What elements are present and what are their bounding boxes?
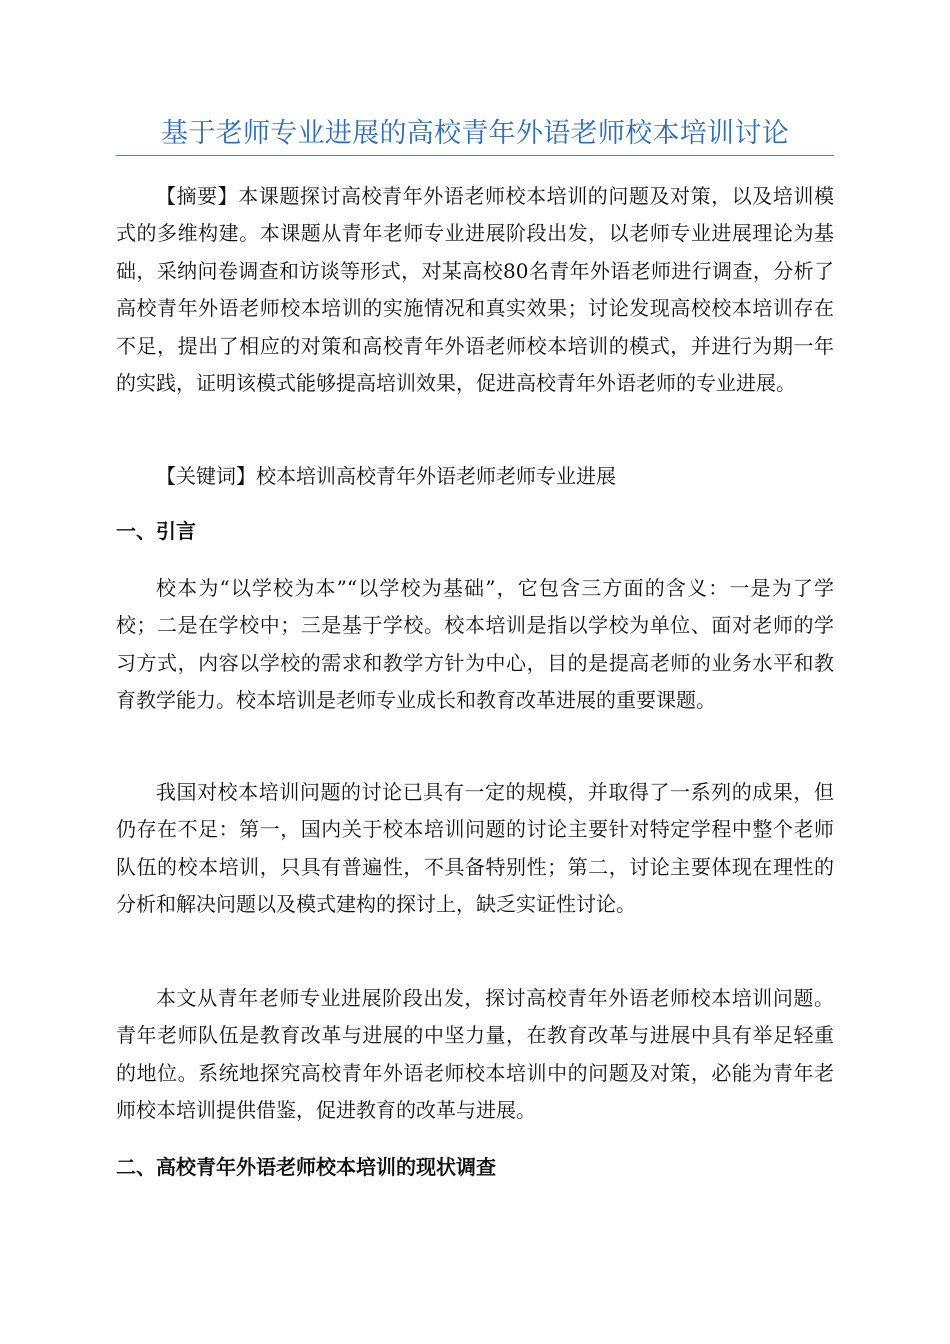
keywords-paragraph: 【关键词】校本培训高校青年外语老师老师专业进展 [156,464,616,488]
section-heading-introduction: 一、引言 [116,519,196,543]
section-heading-survey: 二、高校青年外语老师校本培训的现状调查 [116,1155,496,1179]
body-paragraph: 本文从青年老师专业进展阶段出发，探讨高校青年外语老师校本培训问题。青年老师队伍是教育改革与进展的中坚力量，在教育改革与进展中具有举足轻重的地位。系统地探究高校青年外语老师校本培训中的问题及对策，必能为青年老师校本培训提供借鉴，促进教育的改革与进展。 [116,986,834,1123]
abstract-paragraph: 【摘要】本课题探讨高校青年外语老师校本培训的问题及对策，以及培训模式的多维构建。本课题从青年老师专业进展阶段出发，以老师专业进展理论为基础，采纳问卷调查和访谈等形式，对某高校80名青年外语老师进行调查，分析了高校青年外语老师校本培训的实施情况和真实效果；讨论发现高校校本培训存在不足，提出了相应的对策和高校青年外语老师校本培训的模式，并进行为期一年的实践，证明该模式能够提高培训效果，促进高校青年外语老师的专业进展。 [116,184,834,396]
title-underline [116,155,834,156]
body-paragraph: 我国对校本培训问题的讨论已具有一定的规模，并取得了一系列的成果，但仍存在不足：第一，国内关于校本培训问题的讨论主要针对特定学程中整个老师队伍的校本培训，只具有普遍性，不具备特别性；第二，讨论主要体现在理性的分析和解决问题以及模式建构的探讨上，缺乏实证性讨论。 [116,780,834,917]
body-paragraph: 校本为“以学校为本”“以学校为基础”，它包含三方面的含义：一是为了学校；二是在学校中；三是基于学校。校本培训是指以学校为单位、面对老师的学习方式，内容以学校的需求和教学方针为中心，目的是提高老师的业务水平和教育教学能力。校本培训是老师专业成长和教育改革进展的重要课题。 [116,576,834,713]
document-title: 基于老师专业进展的高校青年外语老师校本培训讨论 [161,118,789,149]
